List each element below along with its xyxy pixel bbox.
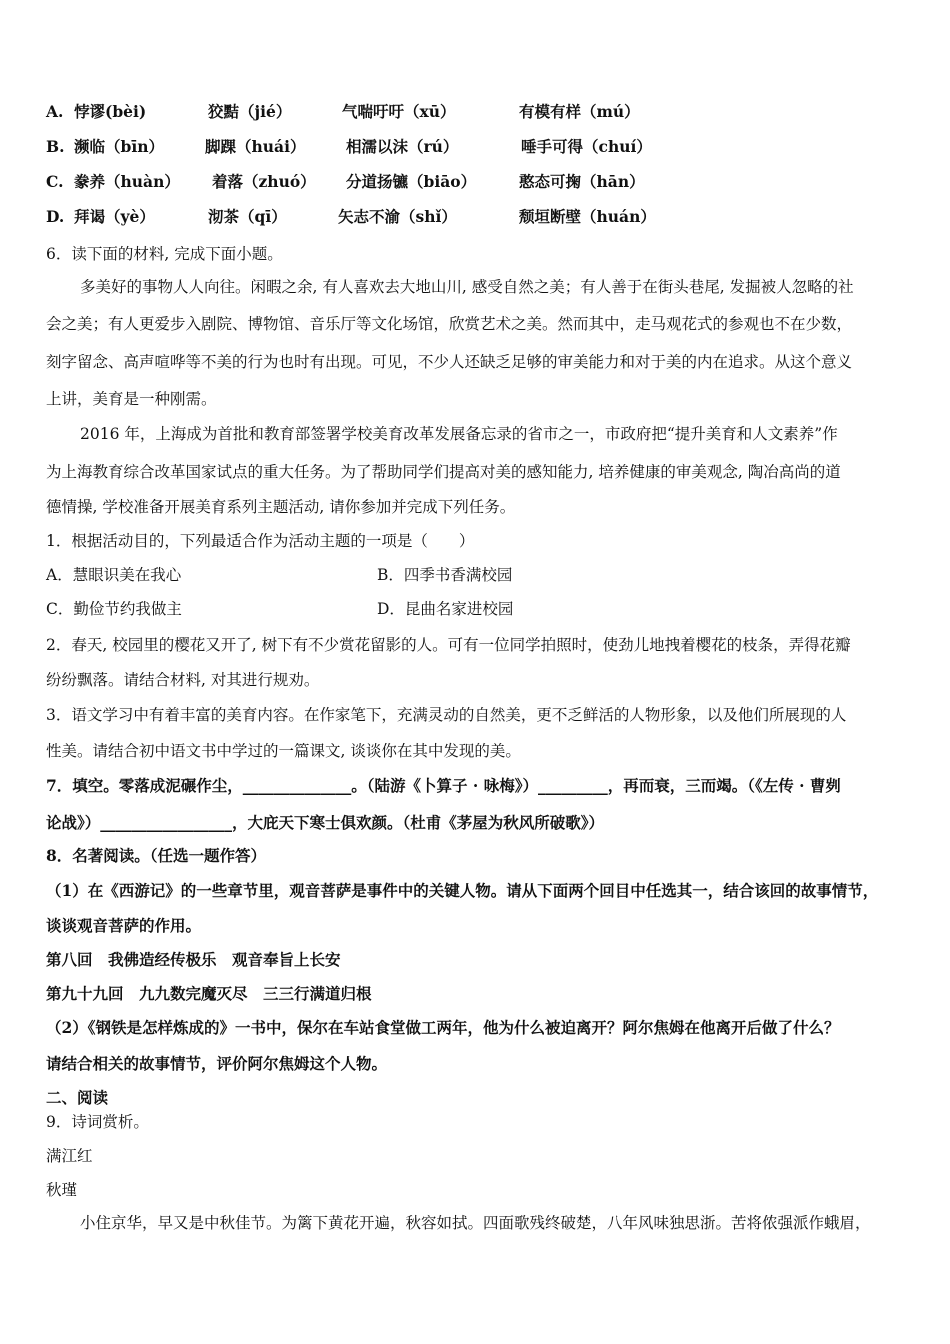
- q6-sub3-line: 性美。请结合初中语文书中学过的一篇课文, 谈谈你在其中发现的美。: [46, 742, 521, 760]
- q8-chapter-2: 第九十九回 九九数完魔灭尽 三三行满道归根: [46, 984, 372, 1003]
- q6-para2-line: 为上海教育综合改革国家试点的重大任务。为了帮助同学们提高对美的感知能力, 培养健康的审美观念, 陶冶高尚的道: [46, 463, 841, 481]
- q8-part1-line: （1）在《西游记》的一些章节里，观音菩萨是事件中的关键人物。请从下面两个回目中任选其一，结合该回的故事情节，: [46, 881, 879, 900]
- q6-sub3-line: 3．语文学习中有着丰富的美育内容。在作家笔下，充满灵动的自然美，更不乏鲜活的人物形象，以及他们所展现的人: [46, 706, 847, 724]
- option-label: D.: [46, 207, 65, 226]
- q6-title: 6．读下面的材料, 完成下面小题。: [46, 245, 283, 263]
- poem-author: 秋瑾: [46, 1181, 78, 1199]
- q6-sub2-line: 纷纷飘落。请结合材料, 对其进行规劝。: [46, 671, 320, 689]
- poem-line: 小住京华，早又是中秋佳节。为篱下黄花开遍，秋容如拭。四面歌残终破楚，八年风味独思浙。苦将侬强派作蛾眉，: [80, 1214, 871, 1232]
- q9-title: 9．诗词赏析。: [46, 1113, 149, 1131]
- option-label: C.: [46, 172, 64, 191]
- q8-part1-line: 谈谈观音菩萨的作用。: [46, 916, 202, 935]
- q6-sub1-option-b: B．四季书香满校园: [377, 566, 513, 584]
- q6-para1-line: 上讲，美育是一种刚需。: [46, 390, 217, 408]
- option-item: 沏茶（qī）: [208, 207, 287, 226]
- q8-chapter-1: 第八回 我佛造经传极乐 观音奉旨上长安: [46, 950, 341, 969]
- poem-title: 满江红: [46, 1147, 93, 1165]
- option-item: 颓垣断壁（huán）: [519, 207, 656, 226]
- option-item: 狡黠（jié）: [208, 102, 292, 121]
- option-label: A.: [46, 102, 64, 121]
- option-item: 悖谬(bèi): [74, 102, 147, 121]
- q6-para2-line: 德情操, 学校准备开展美育系列主题活动, 请你参加并完成下列任务。: [46, 498, 516, 516]
- q6-para1-line: 多美好的事物人人向往。闲暇之余, 有人喜欢去大地山川, 感受自然之美；有人善于在街头巷尾, 发掘被人忽略的社: [80, 278, 854, 296]
- q6-sub1-option-a: A．慧眼识美在我心: [46, 566, 182, 584]
- option-item: 矢志不渝（shǐ）: [338, 207, 457, 226]
- q6-para2-line: 2016 年，上海成为首批和教育部签署学校美育改革发展备忘录的省市之一，市政府把“提升美育和人文素养”作: [80, 425, 838, 443]
- q7-line: 7．填空。零落成泥碾作尘，______________。（陆游《卜算子 · 咏梅》）_________，再而衰，三而竭。（《左传 · 曹刿: [46, 776, 841, 795]
- q6-sub1-option-d: D．昆曲名家进校园: [377, 600, 514, 618]
- q6-sub2-line: 2．春天, 校园里的樱花又开了, 树下有不少赏花留影的人。可有一位同学拍照时，使劲儿地拽着樱花的枝条，弄得花瓣: [46, 636, 851, 654]
- q6-para1-line: 会之美；有人更爱步入剧院、博物馆、音乐厅等文化场馆，欣赏艺术之美。然而其中，走马观花式的参观也不在少数，: [46, 315, 853, 333]
- q6-sub1: 1．根据活动目的，下列最适合作为活动主题的一项是（ ）: [46, 532, 475, 550]
- q8-part2-line: （2）《钢铁是怎样炼成的》一书中，保尔在车站食堂做工两年，他为什么被迫离开？阿尔焦姆在他离开后做了什么？: [46, 1018, 840, 1037]
- option-item: 脚踝（huái）: [205, 137, 306, 156]
- q6-sub1-option-c: C．勤俭节约我做主: [46, 600, 182, 618]
- q7-line: 论战》）_________________，大庇天下寒士俱欢颜。（杜甫《茅屋为秋风所破歌》）: [46, 813, 605, 832]
- option-item: 气喘吁吁（xū）: [342, 102, 456, 121]
- option-item: 憨态可掬（hān）: [519, 172, 645, 191]
- option-item: 着落（zhuó）: [212, 172, 316, 191]
- option-item: 拜谒（yè）: [74, 207, 155, 226]
- q8-part2-line: 请结合相关的故事情节，评价阿尔焦姆这个人物。: [46, 1054, 388, 1073]
- option-item: 豢养（huàn）: [74, 172, 180, 191]
- section-heading: 二、阅读: [46, 1088, 109, 1107]
- option-item: 分道扬镳（biāo）: [346, 172, 477, 191]
- option-item: 相濡以沫（rú）: [346, 137, 459, 156]
- option-item: 濒临（bīn）: [74, 137, 164, 156]
- q8-title: 8．名著阅读。（任选一题作答）: [46, 846, 267, 865]
- option-item: 有模有样（mú）: [519, 102, 640, 121]
- option-item: 唾手可得（chuí）: [521, 137, 652, 156]
- option-label: B.: [46, 137, 65, 156]
- q6-para1-line: 刻字留念、高声喧哗等不美的行为也时有出现。可见，不少人还缺乏足够的审美能力和对于美的内在追求。从这个意义: [46, 353, 853, 371]
